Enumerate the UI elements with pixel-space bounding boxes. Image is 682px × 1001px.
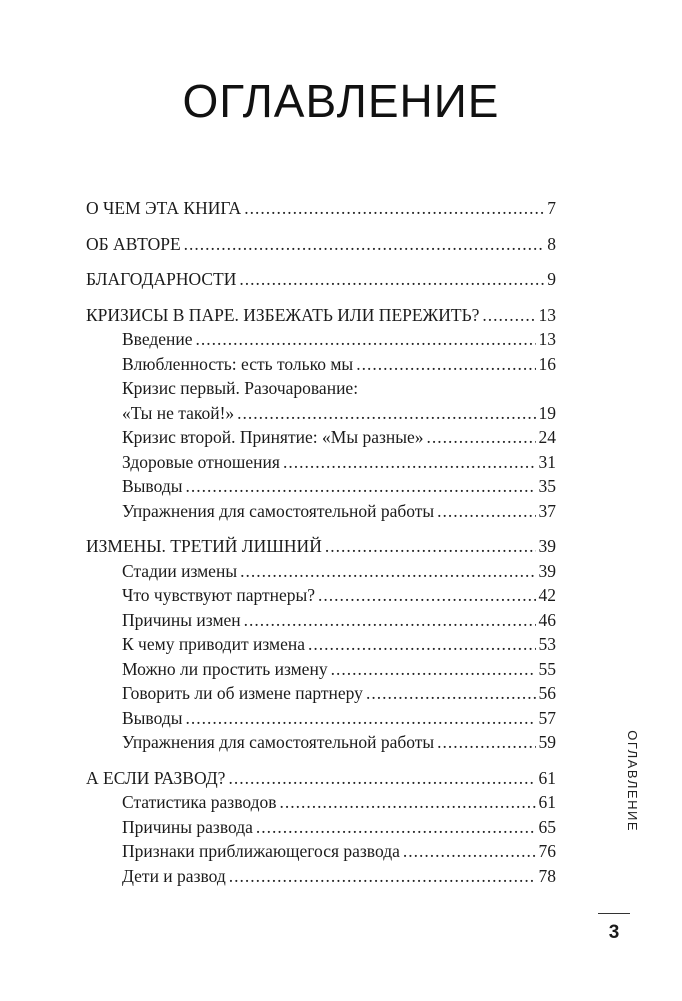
toc-entry-label: Говорить ли об измене партнеру (122, 683, 363, 703)
toc-page-number: 16 (538, 353, 556, 374)
dot-leader (229, 864, 536, 888)
dot-leader (244, 196, 544, 220)
toc-entry-label: Признаки приближающегося развода (122, 841, 400, 861)
toc-page-number: 8 (547, 233, 556, 254)
toc-subentry[interactable] (86, 681, 556, 706)
toc-entry-label: Упражнения для самостоятельной работы (122, 500, 435, 521)
divider (598, 913, 630, 914)
toc-page-number: 7 (547, 198, 556, 218)
dot-leader (437, 499, 535, 523)
toc-entry-label: Здоровые отношения (122, 451, 280, 472)
toc-entry-label: Что чувствуют партнеры? (122, 585, 316, 605)
toc-page-number: 78 (538, 865, 556, 886)
toc-subentry[interactable] (86, 450, 556, 475)
toc-entry-label: КРИЗИСЫ В ПАРЕ. ИЗБЕЖАТЬ ИЛИ ПЕРЕЖИТЬ? (86, 304, 480, 325)
dot-leader (256, 815, 536, 839)
dot-leader (331, 657, 536, 681)
dot-leader (308, 632, 536, 656)
toc-subentry[interactable] (86, 632, 556, 657)
toc-subentry[interactable] (86, 474, 556, 499)
toc-page-number: 46 (538, 609, 556, 630)
toc-page-number: 35 (538, 476, 556, 496)
toc-page-number: 37 (538, 500, 556, 521)
page-number: 3 (608, 922, 620, 943)
dot-leader (482, 303, 535, 327)
toc-subentry[interactable] (86, 608, 556, 633)
toc-page-number: 65 (538, 816, 556, 837)
dot-leader (366, 681, 536, 705)
toc-entry-label: Статистика разводов (122, 792, 277, 812)
toc-subentry[interactable] (86, 864, 556, 889)
toc-page-number: 61 (538, 767, 556, 788)
toc-entry-label: Введение (122, 329, 193, 349)
toc-entry-label: Дети и развод (122, 865, 226, 886)
toc-subentry[interactable] (86, 815, 556, 840)
toc-entry-label: Выводы (122, 476, 183, 496)
toc-subentry[interactable] (86, 559, 556, 584)
toc-subentry[interactable] (86, 425, 556, 450)
toc-page-number: 31 (538, 451, 556, 472)
toc-subentry[interactable] (86, 730, 556, 755)
toc-entry-about-book[interactable] (86, 196, 556, 221)
toc-page-number: 39 (538, 560, 556, 581)
toc-entry-label: О ЧЕМ ЭТА КНИГА (86, 198, 242, 218)
page-title: ОГЛАВЛЕНИЕ (182, 75, 500, 127)
toc-entry-label: ИЗМЕНЫ. ТРЕТИЙ ЛИШНИЙ (86, 536, 322, 556)
dot-leader (240, 559, 535, 583)
dot-leader (185, 474, 535, 498)
dot-leader (280, 790, 536, 814)
toc-entry-label: БЛАГОДАРНОСТИ (86, 269, 237, 289)
toc-entry-label: Выводы (122, 707, 183, 728)
dot-leader (184, 232, 545, 256)
dot-leader (239, 267, 544, 291)
dot-leader (237, 401, 535, 425)
toc-page-number: 56 (538, 683, 556, 703)
toc-page-number: 53 (538, 634, 556, 654)
toc-page-number: 76 (538, 841, 556, 861)
toc-entry-label: ОБ АВТОРЕ (86, 233, 181, 254)
toc-page-number: 13 (538, 329, 556, 349)
toc-entry-acknowledgements[interactable] (86, 267, 556, 292)
toc-entry-label: Влюбленность: есть только мы (122, 353, 354, 374)
toc-entry-label: Причины развода (122, 816, 253, 837)
dot-leader (325, 534, 536, 558)
toc-subentry[interactable] (86, 327, 556, 352)
dot-leader (427, 425, 536, 449)
toc-subentry[interactable] (86, 401, 556, 426)
toc-page-number: 13 (538, 304, 556, 325)
toc-entry-label: Причины измен (122, 609, 241, 630)
toc-chapter-infidelity[interactable] (86, 534, 556, 559)
toc-page-number: 24 (538, 427, 556, 447)
dot-leader (403, 839, 536, 863)
toc-entry-label: Можно ли простить измену (122, 658, 328, 679)
toc-page-number: 55 (538, 658, 556, 679)
dot-leader (437, 730, 535, 754)
toc-entry-label: Кризис первый. Разочарование: (122, 378, 359, 398)
dot-leader (185, 706, 535, 730)
toc-entry-label: Кризис второй. Принятие: «Мы разные» (122, 427, 424, 447)
dot-leader (283, 450, 536, 474)
toc-entry-label: «Ты не такой!» (122, 402, 235, 423)
toc-chapter-crises[interactable] (86, 303, 556, 328)
toc-subentry[interactable] (86, 657, 556, 682)
dot-leader (244, 608, 536, 632)
toc-subentry[interactable] (86, 499, 556, 524)
toc-subentry[interactable] (86, 583, 556, 608)
toc-page-number: 61 (538, 792, 556, 812)
toc-subentry[interactable] (86, 839, 556, 864)
toc-chapter-divorce[interactable] (86, 766, 556, 791)
toc-page-number: 57 (538, 707, 556, 728)
dot-leader (196, 327, 536, 351)
toc-entry-label: Упражнения для самостоятельной работы (122, 732, 435, 752)
dot-leader (356, 352, 535, 376)
toc-page-number: 19 (538, 402, 556, 423)
toc-page-number: 42 (538, 585, 556, 605)
toc-page-number: 59 (538, 732, 556, 752)
toc-subentry[interactable] (86, 790, 556, 815)
toc-entry-label: К чему приводит измена (122, 634, 305, 654)
toc-subentry-continued[interactable] (86, 376, 556, 401)
toc-subentry[interactable] (86, 352, 556, 377)
dot-leader (228, 766, 535, 790)
running-header: ОГЛАВЛЕНИЕ (625, 730, 640, 832)
toc-page-number: 9 (547, 269, 556, 289)
dot-leader (318, 583, 535, 607)
toc-subentry[interactable] (86, 706, 556, 731)
toc-entry-about-author[interactable] (86, 232, 556, 257)
toc-page-number: 39 (538, 536, 556, 556)
toc-entry-label: А ЕСЛИ РАЗВОД? (86, 767, 226, 788)
toc-entry-label: Стадии измены (122, 560, 238, 581)
table-of-contents (86, 196, 556, 888)
